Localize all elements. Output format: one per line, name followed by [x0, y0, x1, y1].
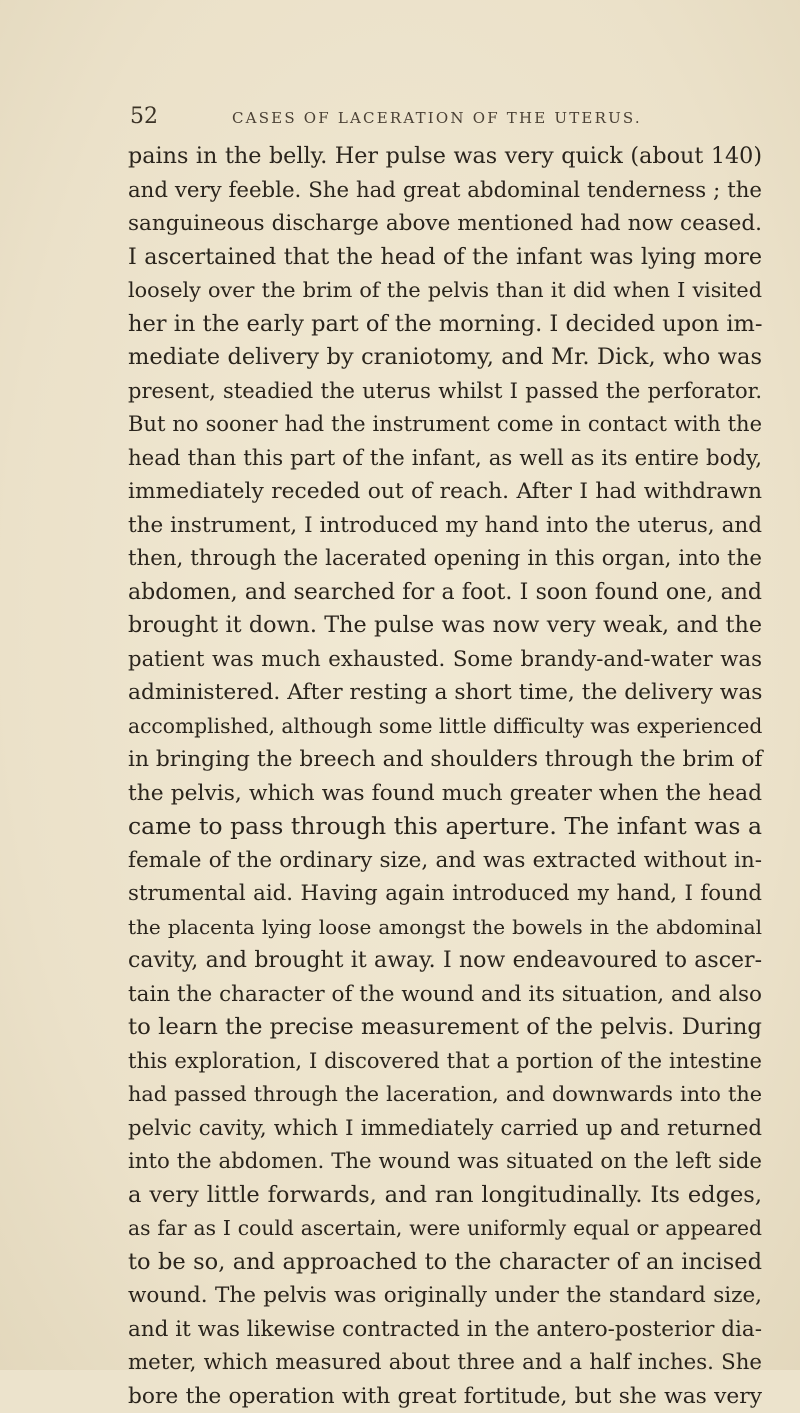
text-line: as far as I could ascertain, were uniformly equal or appeared [128, 1212, 762, 1246]
text-line: the instrument, I introduced my hand into the uterus, and [128, 509, 762, 543]
text-line: her in the early part of the morning. I decided upon im- [128, 308, 762, 342]
text-line: to be so, and approached to the character of an incised [128, 1246, 762, 1280]
text-line: wound. The pelvis was originally under the standard size, [128, 1279, 762, 1313]
text-line: and it was likewise contracted in the antero-posterior dia- [128, 1313, 762, 1347]
text-line: I ascertained that the head of the infant was lying more [128, 241, 762, 275]
page-number: 52 [130, 104, 158, 129]
text-line: came to pass through this aperture. The infant was a [128, 810, 762, 844]
body-text [128, 140, 762, 1413]
text-line: immediately receded out of reach. After I had withdrawn [128, 475, 762, 509]
text-line: female of the ordinary size, and was extracted without in- [128, 844, 762, 878]
text-line: patient was much exhausted. Some brandy-and-water was [128, 643, 762, 677]
text-line: abdomen, and searched for a foot. I soon found one, and [128, 576, 762, 610]
text-line: present, steadied the uterus whilst I passed the perforator. [128, 375, 762, 409]
text-line: head than this part of the infant, as well as its entire body, [128, 442, 762, 476]
text-line: accomplished, although some little difficulty was experienced [128, 710, 762, 744]
text-line: the placenta lying loose amongst the bowels in the abdominal [128, 911, 762, 945]
text-line: tain the character of the wound and its situation, and also [128, 978, 762, 1012]
text-line: to learn the precise measurement of the pelvis. During [128, 1011, 762, 1045]
page-header [0, 104, 800, 134]
text-line: in bringing the breech and shoulders through the brim of [128, 743, 762, 777]
text-line: then, through the lacerated opening in this organ, into the [128, 542, 762, 576]
text-line: into the abdomen. The wound was situated on the left side [128, 1145, 762, 1179]
text-line: brought it down. The pulse was now very weak, and the [128, 609, 762, 643]
text-line: the pelvis, which was found much greater when the head [128, 777, 762, 811]
text-line: But no sooner had the instrument come in contact with the [128, 408, 762, 442]
text-line: this exploration, I discovered that a portion of the intestine [128, 1045, 762, 1079]
text-line: mediate delivery by craniotomy, and Mr. Dick, who was [128, 341, 762, 375]
text-line: cavity, and brought it away. I now endeavoured to ascer- [128, 944, 762, 978]
text-line: pelvic cavity, which I immediately carried up and returned [128, 1112, 762, 1146]
text-line: had passed through the laceration, and downwards into the [128, 1078, 762, 1112]
text-line: and very feeble. She had great abdominal tenderness ; the [128, 174, 762, 208]
text-line: bore the operation with great fortitude, but she was very [128, 1380, 762, 1413]
running-head: CASES OF LACERATION OF THE UTERUS. [232, 109, 642, 127]
text-line: administered. After resting a short time, the delivery was [128, 676, 762, 710]
text-line: meter, which measured about three and a half inches. She [128, 1346, 762, 1380]
text-line: sanguineous discharge above mentioned had now ceased. [128, 207, 762, 241]
text-line: a very little forwards, and ran longitudinally. Its edges, [128, 1179, 762, 1213]
text-line: strumental aid. Having again introduced my hand, I found [128, 877, 762, 911]
text-line: pains in the belly. Her pulse was very quick (about 140) [128, 140, 762, 174]
text-line: loosely over the brim of the pelvis than it did when I visited [128, 274, 762, 308]
